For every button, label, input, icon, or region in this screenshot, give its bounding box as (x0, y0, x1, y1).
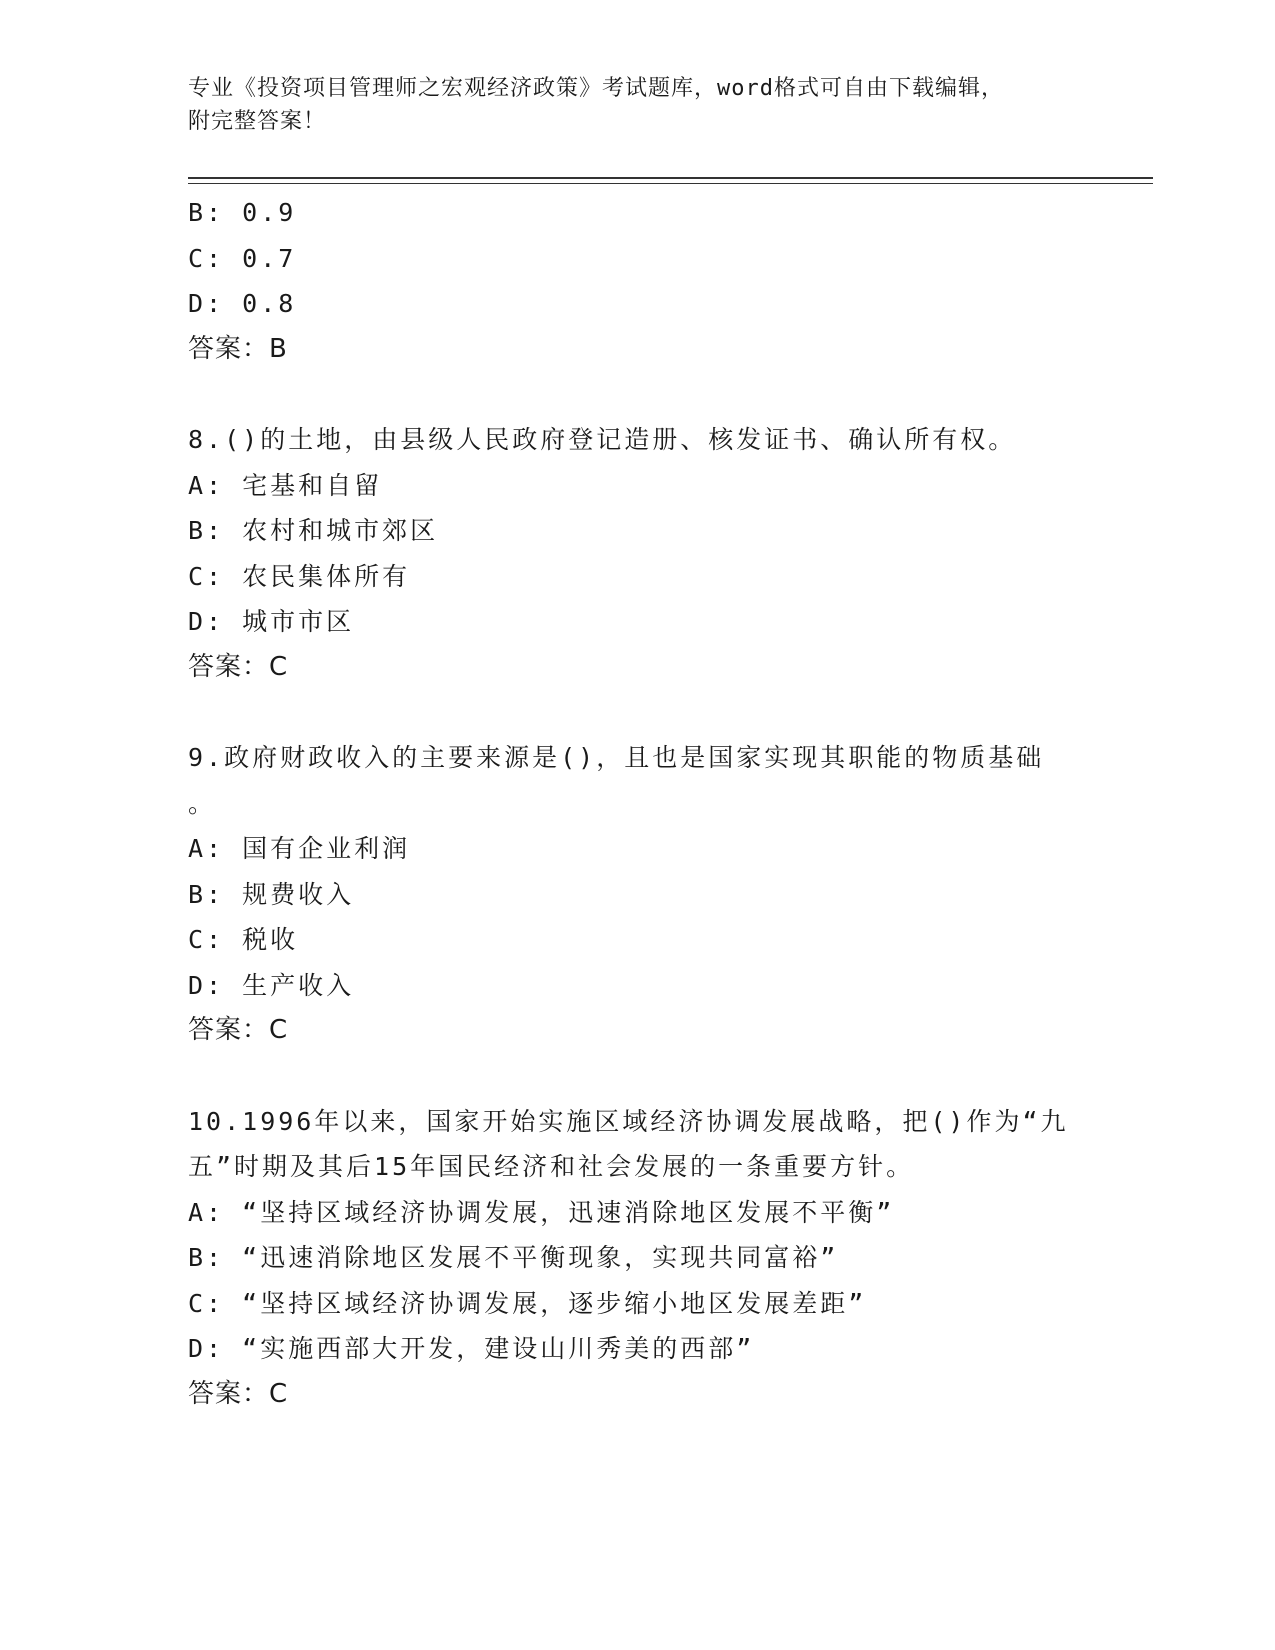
answer: 答案：B (188, 333, 288, 364)
spacer (188, 1054, 1153, 1099)
option-d: D: 0.8 (188, 289, 297, 318)
document-header (188, 72, 1068, 138)
question-text-line-2: 五”时期及其后15年国民经济和社会发展的一条重要方针。 (188, 1152, 915, 1181)
option-d: D: 城市市区 (188, 607, 355, 636)
header-rule-thin (188, 183, 1153, 184)
header-line-1: 专业《投资项目管理师之宏观经济政策》考试题库，word格式可自由下载编辑， (188, 76, 1004, 101)
option-b: B: 农村和城市郊区 (188, 516, 439, 545)
option-c: C: 0.7 (188, 243, 297, 273)
question-7-continuation (188, 190, 1153, 372)
question-text-line-2: 。 (188, 788, 217, 818)
answer: 答案：C (188, 1378, 289, 1409)
question-10 (188, 1099, 1153, 1418)
option-a: A: 宅基和自留 (188, 470, 383, 500)
question-8 (188, 417, 1153, 690)
question-9 (188, 735, 1153, 1054)
option-c: C: 农民集体所有 (188, 561, 411, 591)
option-d: D: “实施西部大开发，建设山川秀美的西部” (188, 1334, 755, 1363)
option-c: C: “坚持区域经济协调发展，逐步缩小地区发展差距” (188, 1288, 867, 1318)
document-page (188, 0, 1153, 1650)
question-text-line-1: 10.1996年以来，国家开始实施区域经济协调发展战略，把()作为“九 (188, 1106, 1069, 1136)
option-a: A: “坚持区域经济协调发展，迅速消除地区发展不平衡” (188, 1197, 895, 1227)
spacer (188, 372, 1153, 417)
question-list (188, 190, 1153, 1417)
spacer (188, 690, 1153, 735)
question-text: 8.()的土地，由县级人民政府登记造册、核发证书、确认所有权。 (188, 425, 1017, 454)
question-text-line-1: 9.政府财政收入的主要来源是()，且也是国家实现其职能的物质基础 (188, 743, 1045, 772)
option-d: D: 生产收入 (188, 970, 355, 1000)
answer: 答案：C (188, 1015, 289, 1045)
answer: 答案：C (188, 651, 289, 682)
option-c: C: 税收 (188, 925, 299, 954)
option-b: B: “迅速消除地区发展不平衡现象，实现共同富裕” (188, 1243, 839, 1272)
header-line-2: 附完整答案！ (188, 109, 327, 134)
option-b: B: 规费收入 (188, 879, 355, 909)
option-b: B: 0.9 (188, 198, 297, 227)
option-a: A: 国有企业利润 (188, 834, 411, 863)
header-rule-thick (188, 177, 1153, 179)
